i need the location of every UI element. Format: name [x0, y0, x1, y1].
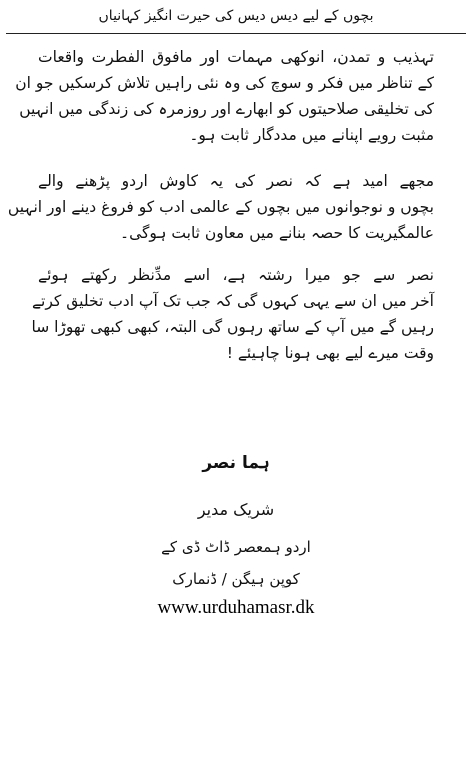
website-address: www.urduhamasr.dk [157, 597, 315, 618]
text-line: رہیں گے میں آپ کے ساتھ رہوں گی البتہ، کبھی کبھی تھوڑا سا [31, 318, 434, 336]
main-text [7, 44, 434, 366]
paragraph-3 [31, 262, 434, 366]
text-line: کے تناظر میں فکر و سوچ کی وہ نئی راہیں تلاش کرسکیں جو ان [15, 74, 434, 92]
signature-role: شریک مدیر [197, 500, 275, 519]
paragraph-2 [7, 168, 434, 246]
text-line: کی تخلیقی صلاحیتوں کو ابھارے اور روزمرہ کی زندگی میں انہیں [19, 100, 434, 118]
text-line: نصر سے جو میرا رشتہ ہے، اسے مدِّنظر رکھتے ہوئے [38, 266, 434, 284]
text-line: آخر میں ان سے یہی کہوں گی کہ جب تک آپ ادب تخلیق کرتے [31, 292, 434, 310]
paragraph-1 [15, 44, 434, 148]
text-line: بچوں و نوجوانوں میں بچوں کے عالمی ادب کو فروغ دینے اور انہیں [7, 198, 434, 216]
signature-name: ہما نصر [202, 453, 270, 473]
text-line: تہذیب و تمدن، انوکھی مہمات اور مافوق الفطرت واقعات [38, 48, 434, 66]
signature-city: کوپن ہیگن / ڈنمارک [172, 570, 300, 588]
running-header: بچوں کے لیے دیس دیس کی حیرت انگیز کہانیاں [98, 8, 374, 24]
text-line: مجھے امید ہے کہ نصر کی یہ کاوش اردو پڑھنے والے [38, 172, 434, 190]
signature-organization: اردو ہمعصر ڈاٹ ڈی کے [161, 538, 311, 556]
text-line: وقت میرے لیے بھی ہونا چاہیئے ! [226, 344, 434, 362]
text-line: عالمگیریت کا حصہ بنانے میں معاون ثابت ہوگی۔ [120, 224, 434, 242]
header-rule [6, 33, 466, 34]
text-line: مثبت رویے اپنانے میں مددگار ثابت ہو۔ [189, 126, 434, 144]
